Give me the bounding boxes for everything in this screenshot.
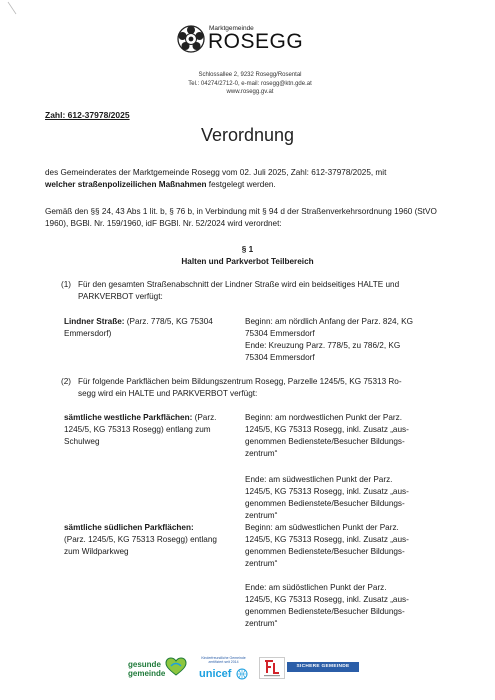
intro-text: des Gemeinderates der Marktgemeinde Rosegg vom 02. Juli 2025, Zahl: 612-37978/2025, mit bbox=[45, 168, 387, 177]
intro-text-end: festgelegt werden. bbox=[206, 180, 276, 189]
south-parking-end bbox=[245, 582, 460, 630]
intro-paragraph bbox=[45, 167, 455, 191]
range-line: 75304 Emmersdorf bbox=[245, 329, 315, 338]
range-line: 1245/5, KG 75313 Rosegg, inkl. Zusatz „aus- bbox=[245, 425, 409, 434]
family-logo-icon bbox=[259, 657, 285, 679]
section-number: § 1 bbox=[241, 245, 254, 254]
range-line: genommen Bedienstete/Besucher Bildungs- bbox=[245, 437, 405, 446]
range-line: Ende: am südöstlichen Punkt der Parz. bbox=[245, 583, 387, 592]
corner-mark-icon bbox=[4, 0, 22, 18]
range-line: 1245/5, KG 75313 Rosegg, inkl. Zusatz „aus- bbox=[245, 487, 409, 496]
gesunde-gemeinde-logo bbox=[128, 660, 165, 678]
rosegg-rose-logo-icon bbox=[176, 24, 206, 54]
logo-name: ROSEGG bbox=[208, 30, 304, 53]
street-name: Lindner Straße: bbox=[64, 317, 125, 326]
section-title: Halten und Parkverbot Teilbereich bbox=[181, 257, 314, 266]
west-parking-end bbox=[245, 474, 460, 522]
parcel-info: (Parz. 778/5, KG 75304 Emmersdorf) bbox=[64, 317, 213, 338]
range-line: genommen Bedienstete/Besucher Bildungs- bbox=[245, 607, 405, 616]
address-line: Schlossallee 2, 9232 Rosegg/Rosental bbox=[198, 72, 302, 78]
unicef-logo-text: unicef bbox=[199, 668, 232, 680]
legal-basis-paragraph: Gemäß den §§ 24, 43 Abs 1 lit. b, § 76 b, in Verbindung mit § 94 d der Straßenverkehrsordnung 1960 (StVO 1960), BGBl. Nr. 159/1960, idF BGBl. Nr. 52/2024 wird verordnet: bbox=[45, 207, 437, 228]
lindner-strasse-range bbox=[245, 316, 460, 364]
range-line: Ende: Kreuzung Parz. 778/5, zu 786/2, KG bbox=[245, 341, 401, 350]
range-line: zentrum“ bbox=[245, 511, 278, 520]
document-title: Verordnung bbox=[200, 125, 295, 145]
gemeinde-text: gemeinde bbox=[128, 669, 166, 678]
item-2 bbox=[61, 376, 456, 400]
intro-bold-text: welcher straßenpolizeilichen Maßnahmen bbox=[45, 180, 207, 189]
south-parking-begin bbox=[245, 522, 460, 570]
range-line: Beginn: am südwestlichen Punkt der Parz. bbox=[245, 523, 399, 532]
unicef-globe-icon bbox=[236, 668, 248, 680]
sichere-gemeinde-badge: SICHERE GEMEINDE bbox=[287, 662, 359, 672]
west-parking-label bbox=[64, 412, 234, 448]
range-line: Beginn: am nordwestlichen Punkt der Parz. bbox=[245, 413, 403, 422]
item-1 bbox=[61, 279, 456, 303]
range-line: zentrum“ bbox=[245, 619, 278, 628]
logo-subtitle: Marktgemeinde bbox=[209, 25, 254, 32]
item-text-line: Für folgende Parkflächen beim Bildungszentrum Rosegg, Parzelle 1245/5, KG 75313 Ro- bbox=[78, 377, 402, 386]
south-parking-title: sämtliche südlichen Parkflächen: bbox=[64, 523, 194, 532]
west-parking-begin bbox=[245, 412, 460, 460]
range-line: genommen Bedienstete/Besucher Bildungs- bbox=[245, 499, 405, 508]
range-line: Ende: am südwestlichen Punkt der Parz. bbox=[245, 475, 393, 484]
item-text-line: segg wird ein HALTE und PARKVERBOT verfügt: bbox=[78, 389, 258, 398]
address-block bbox=[140, 71, 360, 97]
gesunde-text: gesunde bbox=[128, 660, 161, 669]
range-line: 1245/5, KG 75313 Rosegg, inkl. Zusatz „aus- bbox=[245, 535, 409, 544]
lindner-strasse-label bbox=[64, 316, 234, 340]
contact-line: Tel.: 04274/2712-0, e-mail: rosegg@ktn.gde.at bbox=[188, 80, 312, 87]
item-number: (2) bbox=[61, 377, 72, 386]
heart-icon bbox=[165, 657, 187, 677]
item-number: (1) bbox=[61, 280, 72, 289]
range-line: Beginn: am nördlich Anfang der Parz. 824, KG bbox=[245, 317, 413, 326]
range-line: zentrum“ bbox=[245, 559, 278, 568]
item-text: Für den gesamten Straßenabschnitt der Lindner Straße wird ein beidseitiges HALTE und PARKVERBOT verfügt: bbox=[78, 280, 400, 301]
west-parking-info: (Parz. 1245/5, KG 75313 Rosegg) entlang zum Schulweg bbox=[64, 413, 217, 446]
south-parking-label bbox=[64, 522, 234, 558]
range-line: genommen Bedienstete/Besucher Bildungs- bbox=[245, 547, 405, 556]
south-parking-info: (Parz. 1245/5, KG 75313 Rosegg) entlang zum Wildparkweg bbox=[64, 535, 217, 556]
reference-number: Zahl: 612-37978/2025 bbox=[45, 110, 130, 120]
range-line: 1245/5, KG 75313 Rosegg, inkl. Zusatz „aus- bbox=[245, 595, 409, 604]
west-parking-title: sämtliche westliche Parkflächen: bbox=[64, 413, 193, 422]
range-line: zentrum“ bbox=[245, 449, 278, 458]
website-line: www.rosegg.gv.at bbox=[226, 89, 274, 95]
unicef-certificate-text: Kinderfreundliche Gemeinde zertifiziert seit 2014 bbox=[201, 656, 246, 664]
range-line: 75304 Emmersdorf bbox=[245, 353, 315, 362]
